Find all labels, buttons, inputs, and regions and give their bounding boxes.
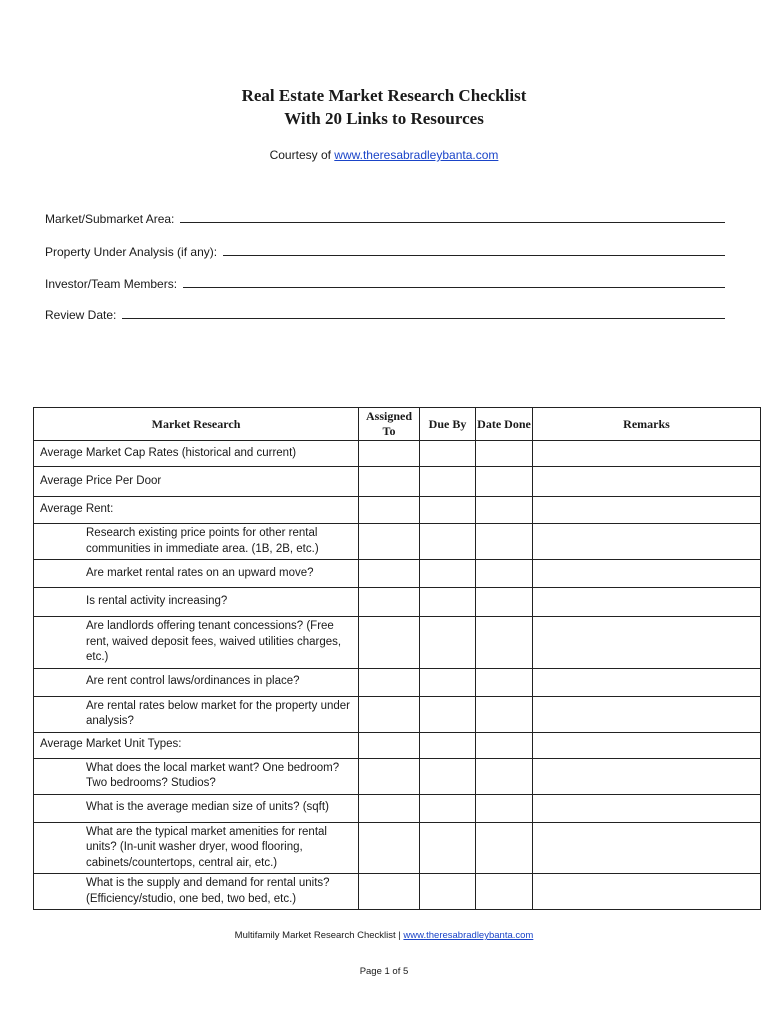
document-title-line1: Real Estate Market Research Checklist xyxy=(241,86,527,105)
due-by-cell[interactable] xyxy=(420,524,476,560)
date-done-cell[interactable] xyxy=(476,467,533,497)
courtesy-line xyxy=(0,148,768,162)
assigned-to-cell[interactable] xyxy=(359,524,420,560)
row-item-text: Is rental activity increasing? xyxy=(34,588,359,617)
date-done-cell[interactable] xyxy=(476,617,533,669)
remarks-cell[interactable] xyxy=(533,617,761,669)
col-header-remarks: Remarks xyxy=(533,408,761,441)
row-item-text: What does the local market want? One bedroom? Two bedrooms? Studios? xyxy=(34,758,359,794)
table-row xyxy=(34,560,761,588)
date-done-cell[interactable] xyxy=(476,732,533,758)
market-area-field xyxy=(45,212,725,226)
property-label: Property Under Analysis (if any): xyxy=(45,245,218,259)
assigned-to-cell[interactable] xyxy=(359,560,420,588)
research-checklist-table xyxy=(33,407,761,910)
table-header-row xyxy=(34,408,761,441)
assigned-to-cell[interactable] xyxy=(359,822,420,874)
col-header-assigned-to: Assigned To xyxy=(359,408,420,441)
row-item-text: Are market rental rates on an upward move? xyxy=(34,560,359,588)
remarks-cell[interactable] xyxy=(533,732,761,758)
team-members-field xyxy=(45,277,725,291)
col-header-market-research: Market Research xyxy=(34,408,359,441)
row-item-text: What is the average median size of units? (sqft) xyxy=(34,794,359,822)
assigned-to-cell[interactable] xyxy=(359,441,420,467)
table-row xyxy=(34,588,761,617)
date-done-cell[interactable] xyxy=(476,560,533,588)
due-by-cell[interactable] xyxy=(420,822,476,874)
property-field xyxy=(45,245,725,259)
review-date-field xyxy=(45,308,725,322)
footer-text: Multifamily Market Research Checklist | xyxy=(234,930,404,941)
table-row xyxy=(34,524,761,560)
table-row xyxy=(34,822,761,874)
remarks-cell[interactable] xyxy=(533,467,761,497)
row-item-text: Are rental rates below market for the property under analysis? xyxy=(34,696,359,732)
date-done-cell[interactable] xyxy=(476,874,533,910)
due-by-cell[interactable] xyxy=(420,441,476,467)
page-footer xyxy=(0,930,768,941)
remarks-cell[interactable] xyxy=(533,822,761,874)
assigned-to-cell[interactable] xyxy=(359,696,420,732)
row-item-text: Average Price Per Door xyxy=(34,467,359,497)
row-item-text: Average Market Cap Rates (historical and current) xyxy=(34,441,359,467)
row-item-text: Research existing price points for other rental communities in immediate area. (1B, 2B, etc.) xyxy=(34,524,359,560)
assigned-to-cell[interactable] xyxy=(359,668,420,696)
date-done-cell[interactable] xyxy=(476,822,533,874)
date-done-cell[interactable] xyxy=(476,497,533,524)
remarks-cell[interactable] xyxy=(533,696,761,732)
remarks-cell[interactable] xyxy=(533,588,761,617)
review-date-label: Review Date: xyxy=(45,308,117,322)
review-date-blank[interactable] xyxy=(122,308,725,319)
due-by-cell[interactable] xyxy=(420,732,476,758)
courtesy-prefix: Courtesy of xyxy=(269,148,335,162)
assigned-to-cell[interactable] xyxy=(359,732,420,758)
market-area-blank[interactable] xyxy=(180,212,725,223)
table-row xyxy=(34,617,761,669)
due-by-cell[interactable] xyxy=(420,617,476,669)
remarks-cell[interactable] xyxy=(533,524,761,560)
date-done-cell[interactable] xyxy=(476,588,533,617)
assigned-to-cell[interactable] xyxy=(359,758,420,794)
remarks-cell[interactable] xyxy=(533,441,761,467)
date-done-cell[interactable] xyxy=(476,524,533,560)
assigned-to-cell[interactable] xyxy=(359,467,420,497)
property-blank[interactable] xyxy=(223,245,725,256)
assigned-to-cell[interactable] xyxy=(359,874,420,910)
remarks-cell[interactable] xyxy=(533,758,761,794)
row-item-text: Are landlords offering tenant concessions? (Free rent, waived deposit fees, waived utilities charges, etc.) xyxy=(34,617,359,669)
date-done-cell[interactable] xyxy=(476,794,533,822)
assigned-to-cell[interactable] xyxy=(359,588,420,617)
row-item-text: What is the supply and demand for rental units? (Efficiency/studio, one bed, two bed, etc.) xyxy=(34,874,359,910)
row-item-text: Average Rent: xyxy=(34,497,359,524)
table-row xyxy=(34,732,761,758)
date-done-cell[interactable] xyxy=(476,758,533,794)
due-by-cell[interactable] xyxy=(420,497,476,524)
remarks-cell[interactable] xyxy=(533,874,761,910)
due-by-cell[interactable] xyxy=(420,467,476,497)
team-members-label: Investor/Team Members: xyxy=(45,277,178,291)
footer-link[interactable]: www.theresabradleybanta.com xyxy=(403,930,534,941)
due-by-cell[interactable] xyxy=(420,668,476,696)
row-item-text: Average Market Unit Types: xyxy=(34,732,359,758)
document-title-line2: With 20 Links to Resources xyxy=(284,109,484,128)
assigned-to-cell[interactable] xyxy=(359,617,420,669)
remarks-cell[interactable] xyxy=(533,560,761,588)
team-members-blank[interactable] xyxy=(183,277,725,288)
table-row xyxy=(34,758,761,794)
page-number: Page 1 of 5 xyxy=(359,966,409,977)
table-row xyxy=(34,874,761,910)
date-done-cell[interactable] xyxy=(476,668,533,696)
due-by-cell[interactable] xyxy=(420,758,476,794)
remarks-cell[interactable] xyxy=(533,794,761,822)
col-header-due-by: Due By xyxy=(420,408,476,441)
row-item-text: Are rent control laws/ordinances in place? xyxy=(34,668,359,696)
due-by-cell[interactable] xyxy=(420,560,476,588)
assigned-to-cell[interactable] xyxy=(359,497,420,524)
date-done-cell[interactable] xyxy=(476,696,533,732)
remarks-cell[interactable] xyxy=(533,668,761,696)
due-by-cell[interactable] xyxy=(420,794,476,822)
date-done-cell[interactable] xyxy=(476,441,533,467)
row-item-text: What are the typical market amenities for rental units? (In-unit washer dryer, wood flooring, cabinets/countertops, central air, etc.) xyxy=(34,822,359,874)
courtesy-link[interactable]: www.theresabradleybanta.com xyxy=(334,148,499,162)
assigned-to-cell[interactable] xyxy=(359,794,420,822)
table-row xyxy=(34,467,761,497)
due-by-cell[interactable] xyxy=(420,588,476,617)
table-row xyxy=(34,497,761,524)
col-header-date-done: Date Done xyxy=(476,408,533,441)
due-by-cell[interactable] xyxy=(420,874,476,910)
table-row xyxy=(34,696,761,732)
due-by-cell[interactable] xyxy=(420,696,476,732)
table-row xyxy=(34,794,761,822)
table-row xyxy=(34,668,761,696)
market-area-label: Market/Submarket Area: xyxy=(45,212,175,226)
table-row xyxy=(34,441,761,467)
remarks-cell[interactable] xyxy=(533,497,761,524)
